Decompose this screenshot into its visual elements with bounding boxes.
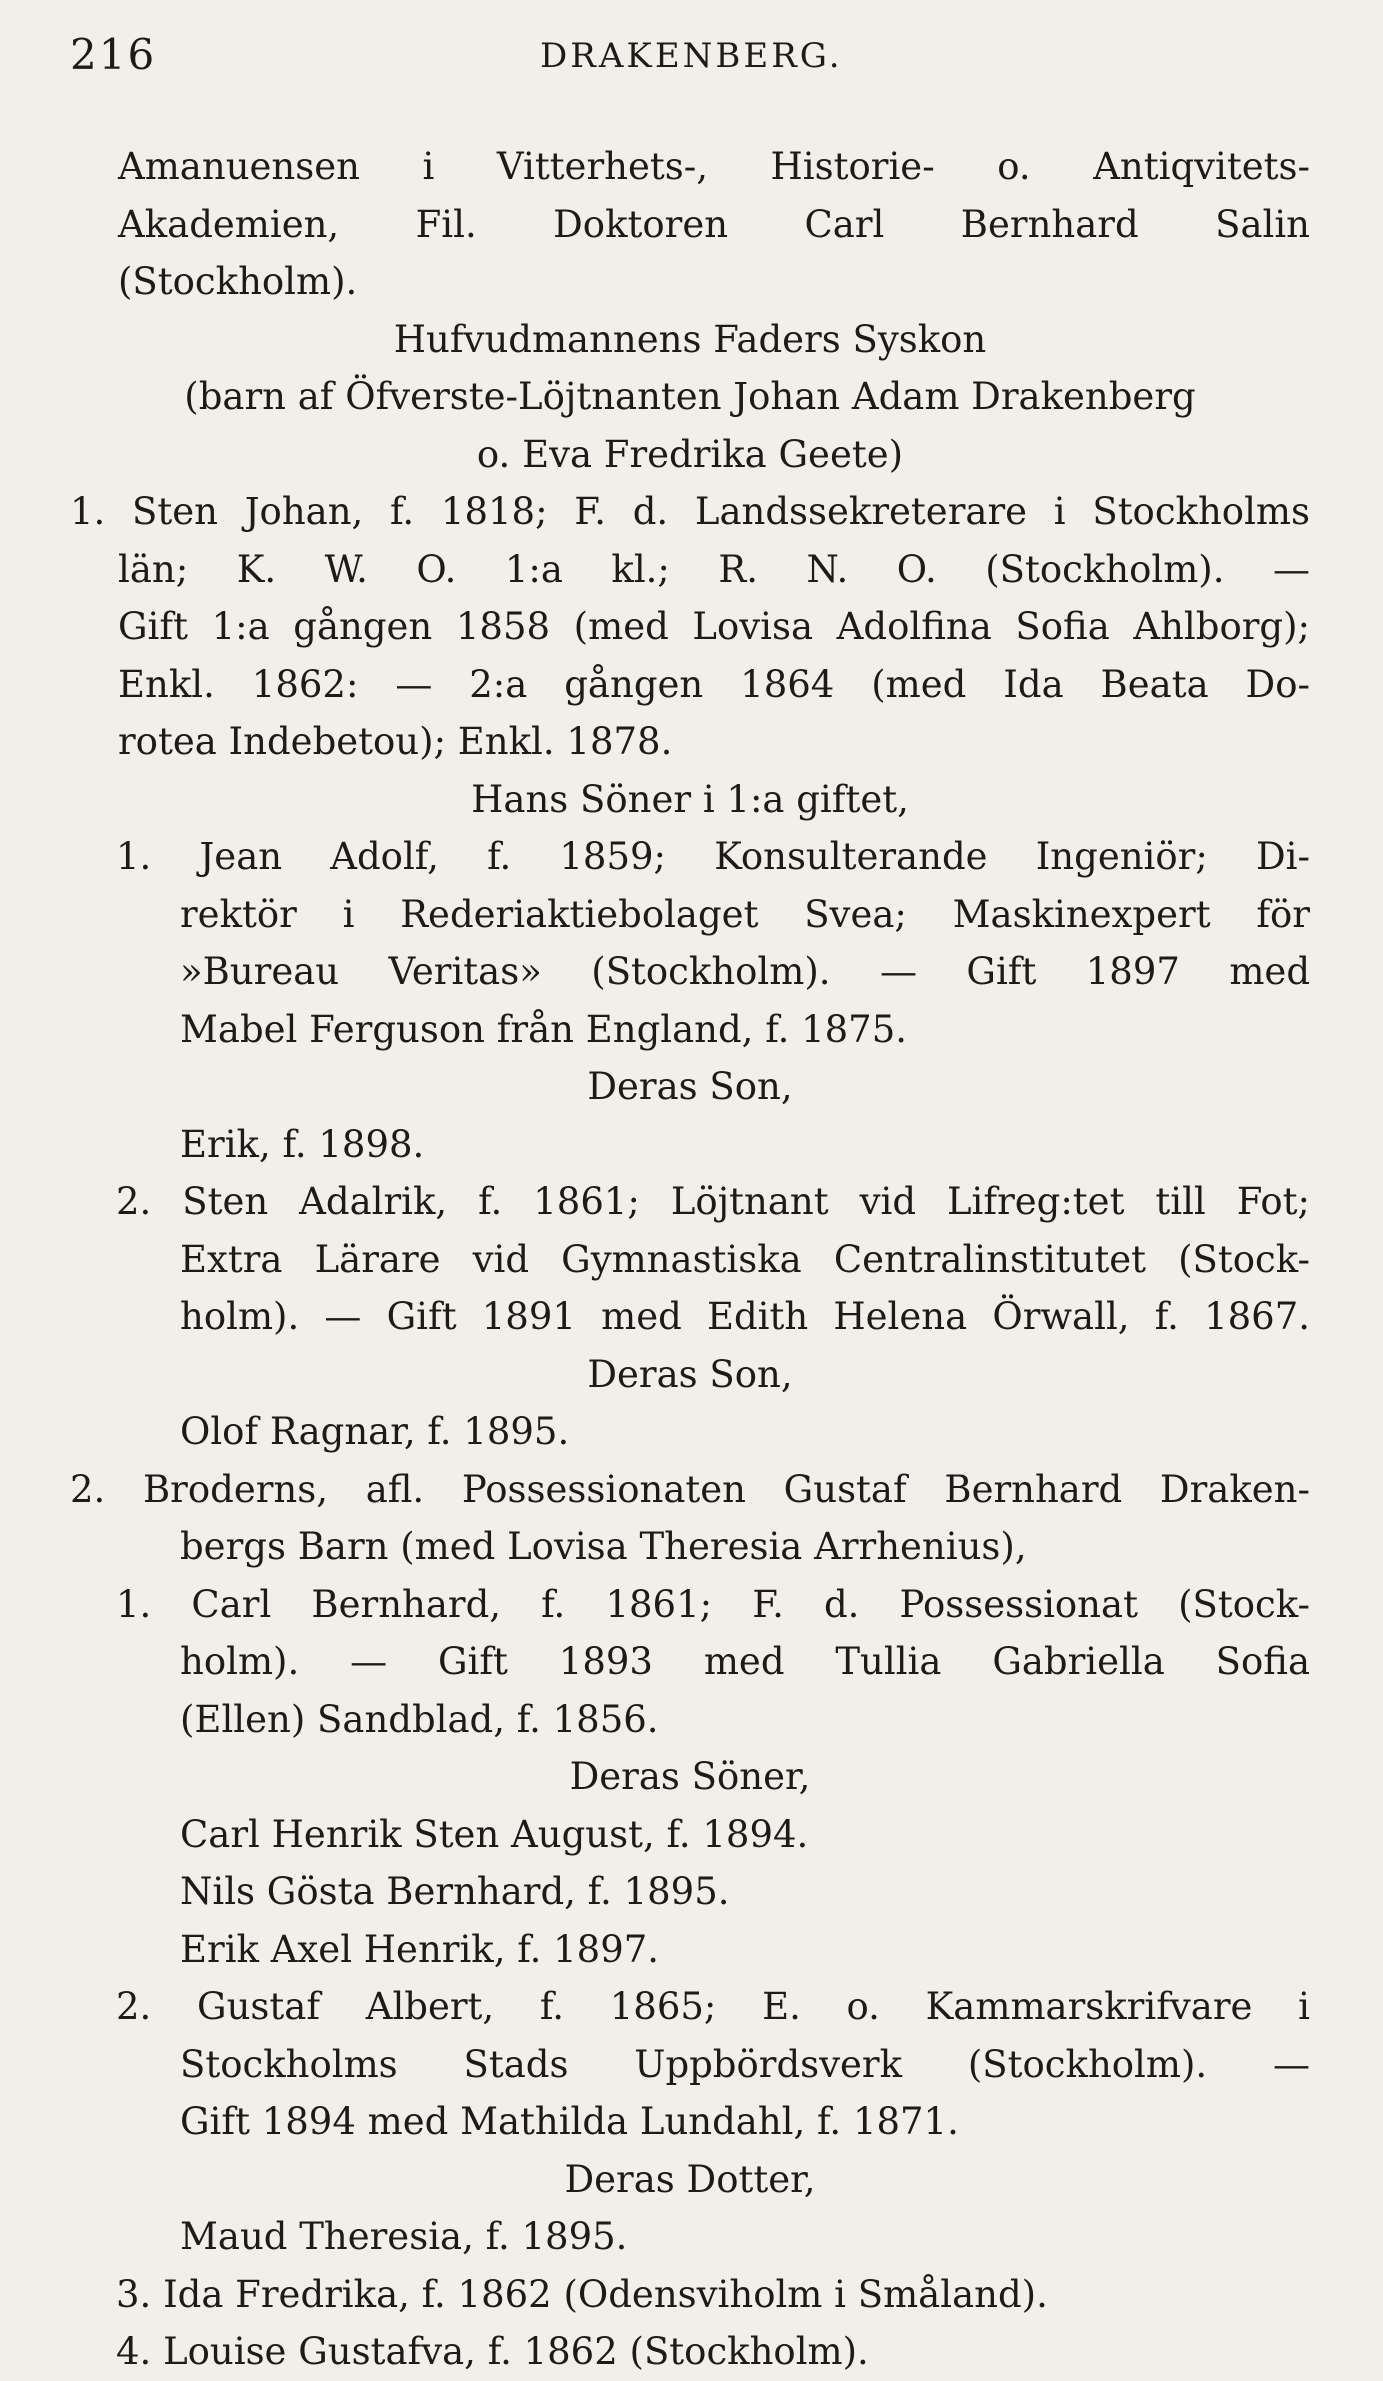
- text-line: (Stockholm).: [118, 260, 358, 303]
- group-heading: Hans Söner i 1:a giftet,: [471, 777, 909, 821]
- text-line: Amanuensen i Vitterhets-, Historie- o. Antiqvitets-: [118, 145, 1310, 188]
- group-heading: Deras Son,: [587, 1065, 793, 1108]
- entry-line: län; K. W. O. 1:a kl.; R. N. O. (Stockholm). —: [118, 547, 1310, 591]
- group-heading: Deras Son,: [587, 1352, 793, 1396]
- section-subheading: (barn af Öfverste-Löjtnanten Johan Adam Drakenberg: [184, 375, 1196, 418]
- entry-line: Maud Theresia, f. 1895.: [180, 2215, 628, 2258]
- entry-line: 1. Carl Bernhard, f. 1861; F. d. Possessionat (Stock-: [116, 1582, 1310, 1626]
- text-line: Akademien, Fil. Doktoren Carl Bernhard Salin: [118, 202, 1310, 246]
- entry-line: 1. Sten Johan, f. 1818; F. d. Landssekreterare i Stockholms: [70, 490, 1310, 533]
- entry-line: Gift 1:a gången 1858 (med Lovisa Adolfina Sofia Ahlborg);: [118, 605, 1310, 648]
- entry-line: Mabel Ferguson från England, f. 1875.: [180, 1007, 908, 1051]
- group-heading: Deras Söner,: [569, 1755, 811, 1798]
- page-header: [0, 30, 1383, 90]
- entry-line: Extra Lärare vid Gymnastiska Centralinstitutet (Stock-: [180, 1237, 1310, 1281]
- entry-line: 2. Sten Adalrik, f. 1861; Löjtnant vid Lifreg:tet till Fot;: [116, 1180, 1310, 1223]
- page-number: 216: [70, 30, 157, 79]
- entry-line: Gift 1894 med Mathilda Lundahl, f. 1871.: [180, 2100, 959, 2143]
- entry-line: Nils Gösta Bernhard, f. 1895.: [180, 1870, 730, 1913]
- running-head: DRAKENBERG.: [540, 36, 843, 76]
- entry-line: 2. Broderns, afl. Possessionaten Gustaf Bernhard Draken-: [70, 1467, 1310, 1511]
- entry-line: 2. Gustaf Albert, f. 1865; E. o. Kammarskrifvare i: [116, 1985, 1310, 2028]
- entry-line: Olof Ragnar, f. 1895.: [180, 1410, 570, 1453]
- entry-line: Stockholms Stads Uppbördsverk (Stockholm). —: [180, 2042, 1310, 2086]
- entry-line: 3. Ida Fredrika, f. 1862 (Odensviholm i Småland).: [116, 2272, 1048, 2316]
- entry-line: bergs Barn (med Lovisa Theresia Arrhenius),: [180, 1525, 1027, 1568]
- text-body: [70, 138, 1310, 2381]
- entry-line: Carl Henrik Sten August, f. 1894.: [180, 1812, 809, 1856]
- entry-line: Erik Axel Henrik, f. 1897.: [180, 1927, 660, 1971]
- entry-line: holm). — Gift 1893 med Tullia Gabriella Sofia: [180, 1640, 1310, 1683]
- section-subheading: o. Eva Fredrika Geete): [476, 432, 904, 476]
- entry-line: rotea Indebetou); Enkl. 1878.: [118, 720, 673, 763]
- entry-line: 1. Jean Adolf, f. 1859; Konsulterande Ingeniör; Di-: [116, 835, 1310, 878]
- entry-line: rektör i Rederiaktiebolaget Svea; Maskinexpert för: [180, 892, 1310, 936]
- entry-line: holm). — Gift 1891 med Edith Helena Örwall, f. 1867.: [180, 1295, 1310, 1338]
- entry-line: Erik, f. 1898.: [180, 1122, 425, 1166]
- entry-line: (Ellen) Sandblad, f. 1856.: [180, 1697, 659, 1741]
- group-heading: Deras Dotter,: [564, 2157, 816, 2201]
- entry-line: »Bureau Veritas» (Stockholm). — Gift 1897 med: [180, 950, 1310, 993]
- entry-line: 4. Louise Gustafva, f. 1862 (Stockholm).: [116, 2330, 869, 2373]
- entry-line: Enkl. 1862: — 2:a gången 1864 (med Ida Beata Do-: [118, 662, 1310, 706]
- section-heading: Hufvudmannens Faders Syskon: [393, 317, 987, 361]
